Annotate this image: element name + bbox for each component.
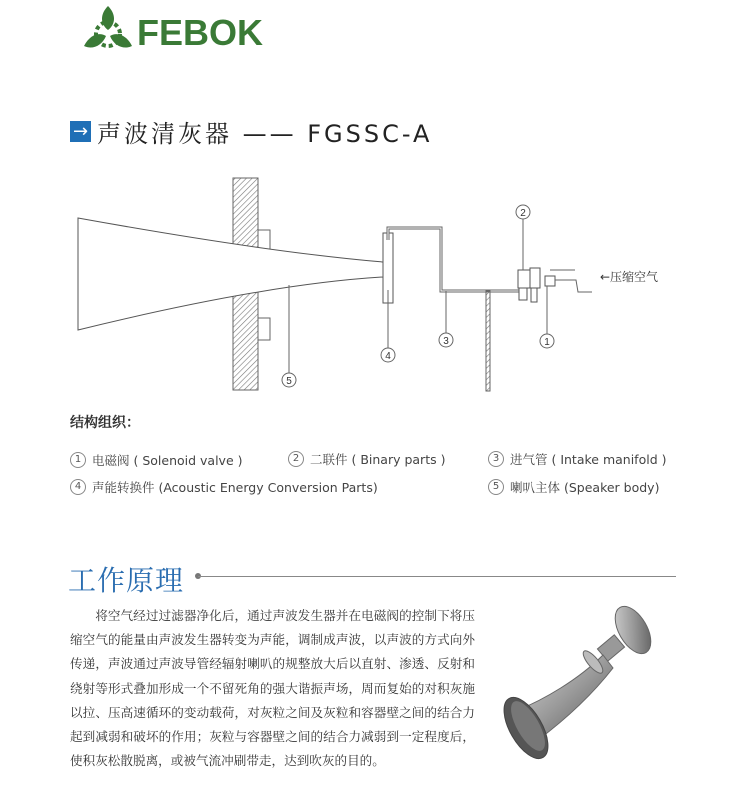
callout-1: 1 [544,337,550,348]
structure-heading: 结构组织： [70,415,140,431]
part-number: 3 [488,451,504,467]
callout-5: 5 [286,376,292,387]
arrow-right-icon: → [70,121,91,142]
divider-line [198,576,676,577]
part-item [70,478,378,496]
part-number: 2 [288,451,304,467]
part-item [288,450,445,468]
part-label: 喇叭主体 (Speaker body) [510,480,660,495]
sonic-horn-image [488,600,668,770]
part-item [488,478,659,496]
part-label: 声能转换件 (Acoustic Energy Conversion Parts) [92,480,378,495]
part-number: 5 [488,479,504,495]
solenoid-valve [545,276,555,286]
part-label: 二联件 ( Binary parts ) [310,452,446,467]
callout-3: 3 [443,336,449,347]
part-label: 电磁阀 ( Solenoid valve ) [92,453,243,468]
part-number: 4 [70,479,86,495]
speaker-horn [78,218,383,330]
callout-4: 4 [385,351,391,362]
callout-2: 2 [520,208,526,219]
part-label: 进气管 ( Intake manifold ) [510,452,667,467]
part-item [70,451,243,469]
product-title-text: 声波清灰器 —— FGSSC-A [97,120,433,148]
brand-name: FEBOK [137,12,263,53]
part-number: 1 [70,452,86,468]
working-principle-heading: 工作原理 [68,564,185,597]
part-item [488,450,667,468]
compressed-air-label: ←压缩空气 [600,270,659,284]
working-principle-text: 将空气经过过滤器净化后，通过声波发生器并在电磁阀的控制下将压缩空气的能量由声波发生器转变为声能，调制成声波，以声波的方式向外传递，声波通过声波导管经辐射喇叭的规整放大后以直射、渗透、反射和绕射等形式叠加形成一个不留死角的强大谐振声场，周而复始的对积灰施以拉、压高速循环的变动载荷，对灰粒之间及灰粒和容器壁之间的结合力起到减弱和破坏的作用；灰粒与容器壁之间的结合力减弱到一定程度后，使积灰松散脱离，或被气流冲刷带走，达到吹灰的目的。 [70,608,475,769]
